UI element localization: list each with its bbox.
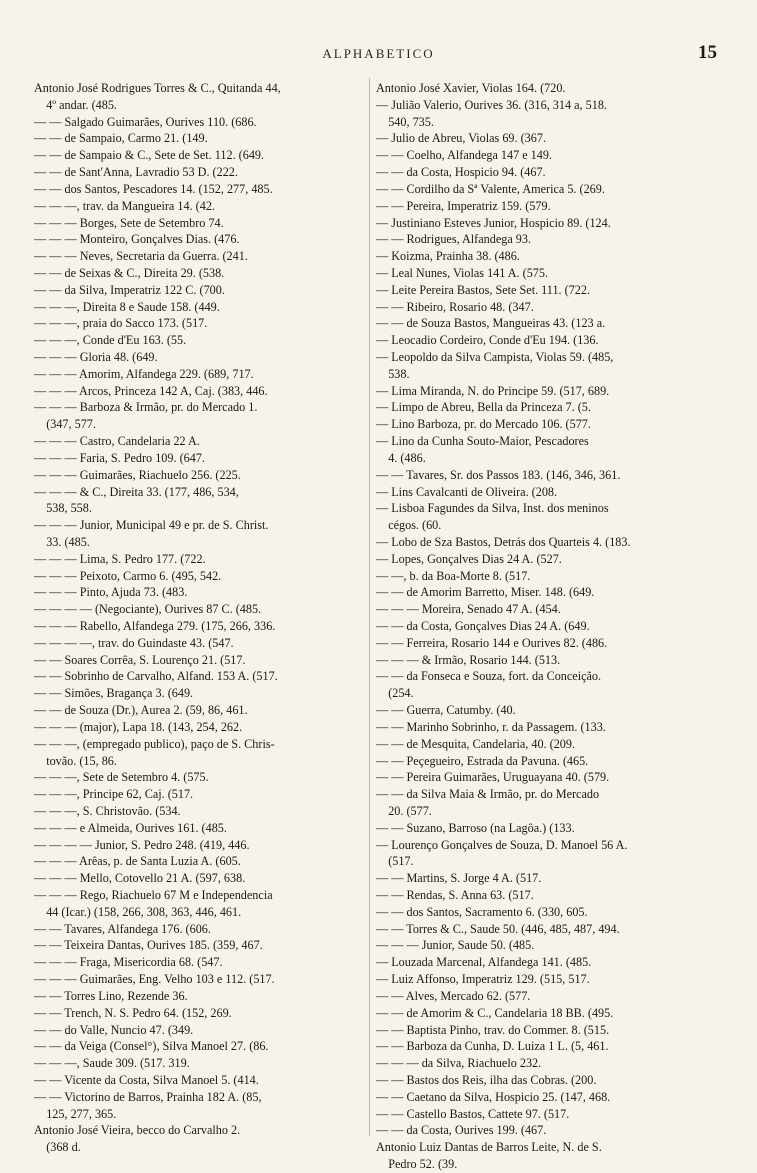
directory-entry-line: — — — — (Negociante), Ourives 87 C. (485.	[34, 602, 262, 617]
directory-entry-line: — — de Souza (Dr.), Aurea 2. (59, 86, 461.	[34, 703, 248, 718]
directory-entry-line: — — — Junior, Municipal 49 e pr. de S. Christ.	[34, 518, 269, 533]
directory-entry-line: — — — Guimarães, Eng. Velho 103 e 112. (517.	[34, 972, 275, 987]
directory-entry-line: — — — & Irmão, Rosario 144. (513.	[376, 652, 561, 667]
directory-entry-line: cégos. (60.	[376, 518, 442, 533]
directory-entry-line: — — Torres Lino, Rezende 36.	[34, 988, 188, 1003]
directory-entry-line: — — — Castro, Candelaria 22 A.	[34, 434, 200, 449]
directory-entry-line: — Julio de Abreu, Violas 69. (367.	[376, 131, 546, 146]
directory-entry-line: — Lins Cavalcanti de Oliveira. (208.	[376, 484, 558, 499]
directory-entry-line: — — — Rabello, Alfandega 279. (175, 266, 336.	[34, 619, 276, 633]
directory-entry-line: — — — Amorim, Alfandega 229. (689, 717.	[34, 366, 254, 381]
directory-entry-line: — Lourenço Gonçalves de Souza, D. Manoel 56 A.	[376, 837, 628, 852]
directory-entry-line: 20. (577.	[376, 803, 432, 818]
directory-entry-line: — — —, S. Christovão. (534.	[34, 803, 181, 818]
directory-entry-line: — Justiniano Esteves Junior, Hospicio 89. (124.	[376, 215, 611, 230]
directory-entry-line: — — Alves, Mercado 62. (577.	[376, 988, 531, 1003]
directory-entry-line: Antonio Luiz Dantas de Barros Leite, N. de S.	[376, 1140, 602, 1155]
directory-entry-line: — — da Costa, Gonçalves Dias 24 A. (649.	[376, 619, 590, 633]
directory-entry-line: — — Pereira Guimarães, Uruguayana 40. (579.	[376, 770, 610, 785]
directory-entry-line: — — — e Almeida, Ourives 161. (485.	[34, 820, 227, 835]
directory-entry-line: — — da Veiga (Consel°), Silva Manoel 27. (86.	[34, 1039, 269, 1054]
directory-entry-line: — — — Mello, Cotovello 21 A. (597, 638.	[34, 871, 246, 886]
directory-entry-line: — — Pereira, Imperatriz 159. (579.	[376, 198, 551, 213]
column-divider	[369, 78, 370, 1136]
directory-entry-line: — — de Sampaio, Carmo 21. (149.	[34, 131, 208, 146]
directory-entry-line: — — de Amorim & C., Candelaria 18 BB. (495.	[376, 1005, 614, 1020]
directory-entry-line: — — de Mesquita, Candelaria, 40. (209.	[376, 736, 576, 751]
directory-entry-line: — — Peçegueiro, Estrada da Pavuna. (465.	[376, 753, 589, 768]
directory-entry-line: — — — Arêas, p. de Santa Luzia A. (605.	[34, 854, 241, 869]
directory-entry-line: — — Tavares, Alfandega 176. (606.	[34, 921, 211, 936]
directory-entry-line: — — — — Junior, S. Pedro 248. (419, 446.	[34, 837, 250, 852]
directory-entry-line: 125, 277, 365.	[34, 1106, 117, 1121]
directory-entry-line: — — Marinho Sobrinho, r. da Passagem. (133.	[376, 719, 606, 734]
directory-entry-line: — — — Junior, Saude 50. (485.	[376, 938, 535, 953]
directory-entry-line: — Lino da Cunha Souto-Maior, Pescadores	[376, 434, 589, 449]
directory-entry-line: — — Caetano da Silva, Hospicio 25. (147, 468.	[376, 1089, 611, 1104]
directory-entry-line: — — —, (empregado publico), paço de S. Chris-	[34, 736, 275, 751]
directory-entry-line: — — Barboza da Cunha, D. Luiza 1 L. (5, 461.	[376, 1039, 609, 1054]
directory-entry-line: — — Torres & C., Saude 50. (446, 485, 487, 494.	[376, 921, 620, 936]
directory-entry-line: — — — Borges, Sete de Setembro 74.	[34, 215, 224, 230]
directory-entry-line: Antonio José Vieira, becco do Carvalho 2.	[34, 1123, 241, 1138]
directory-entry-line: — — Baptista Pinho, trav. do Commer. 8. (515.	[376, 1022, 610, 1037]
directory-entry-line: — — da Costa, Hospicio 94. (467.	[376, 165, 546, 180]
directory-entry-line: — — — Barboza & Irmão, pr. do Mercado 1.	[34, 400, 258, 415]
directory-entry-line: — — Cordilho da Sª Valente, America 5. (269.	[376, 181, 605, 196]
directory-entry-line: — — Vicente da Costa, Silva Manoel 5. (414.	[34, 1072, 259, 1087]
directory-entry-line: — — —, Direita 8 e Saude 158. (449.	[34, 299, 220, 314]
directory-entry-line: — — Tavares, Sr. dos Passos 183. (146, 346, 361.	[376, 467, 621, 482]
directory-entry-line: — — da Fonseca e Souza, fort. da Conceição.	[376, 669, 602, 684]
directory-entry-line: — — Rendas, S. Anna 63. (517.	[376, 888, 534, 902]
directory-entry-line: — — dos Santos, Sacramento 6. (330, 605.	[376, 904, 588, 919]
directory-entry-line: 33. (485.	[34, 534, 90, 549]
left-column	[34, 80, 364, 1156]
directory-entry-line: — — — Gloria 48. (649.	[34, 350, 158, 364]
directory-entry-line: 4. (486.	[376, 450, 426, 465]
directory-entry-line: — — — Rego, Riachuelo 67 M e Independencia	[34, 888, 273, 902]
directory-entry-line: — — Castello Bastos, Cattete 97. (517.	[376, 1106, 570, 1121]
directory-entry-line: — — Martins, S. Jorge 4 A. (517.	[376, 871, 542, 886]
directory-entry-line: — — Rodrigues, Alfandega 93.	[376, 232, 532, 247]
directory-entry-line: — Lobo de Sza Bastos, Detrás dos Quarteis 4. (183.	[376, 534, 631, 549]
directory-entry-line: — — —, trav. da Mangueira 14. (42.	[34, 198, 215, 213]
page-header	[0, 42, 757, 66]
directory-entry-line: — — —, Principe 62, Caj. (517.	[34, 787, 194, 802]
running-title: ALPHABETICO	[322, 46, 435, 61]
directory-entry-line: — — Teixeira Dantas, Ourives 185. (359, 467.	[34, 938, 263, 953]
directory-entry-line: — — — da Silva, Riachuelo 232.	[376, 1056, 542, 1071]
directory-entry-line: — Leal Nunes, Violas 141 A. (575.	[376, 265, 549, 280]
directory-entry-line: — — Trench, N. S. Pedro 64. (152, 269.	[34, 1005, 232, 1020]
directory-entry-line: (347, 577.	[34, 417, 96, 432]
directory-entry-line: — — — Lima, S. Pedro 177. (722.	[34, 551, 206, 566]
directory-entry-line: — — Ferreira, Rosario 144 e Ourives 82. (486.	[376, 635, 608, 650]
directory-entry-line: — — Sobrinho de Carvalho, Alfand. 153 A. (517.	[34, 669, 278, 684]
directory-entry-line: — —, b. da Boa-Morte 8. (517.	[376, 568, 531, 583]
directory-entry-line: — — Coelho, Alfandega 147 e 149.	[376, 148, 553, 163]
directory-entry-line: — Leocadio Cordeiro, Conde d'Eu 194. (136.	[376, 333, 599, 348]
directory-entry-line: — Koizma, Prainha 38. (486.	[376, 249, 520, 264]
directory-entry-line: Antonio José Rodrigues Torres & C., Quitanda 44,	[34, 81, 281, 95]
directory-entry-line: — — —, Saude 309. (517. 319.	[34, 1056, 190, 1071]
directory-entry-line: — — Victorino de Barros, Prainha 182 A. (85,	[34, 1089, 262, 1104]
directory-entry-line: — — Soares Corrêa, S. Lourenço 21. (517.	[34, 652, 246, 667]
directory-entry-line: — — — Guimarães, Riachuelo 256. (225.	[34, 467, 241, 482]
directory-entry-line: — — de Sampaio & C., Sete de Set. 112. (649.	[34, 148, 265, 163]
directory-entry-line: — — de Seixas & C., Direita 29. (538.	[34, 265, 225, 280]
directory-entry-line: — — Simões, Bragança 3. (649.	[34, 686, 194, 701]
directory-entry-line: — Lisboa Fagundes da Silva, Inst. dos meninos	[376, 501, 609, 516]
directory-entry-line: (368 d.	[34, 1140, 81, 1155]
directory-entry-line: — — de Sant'Anna, Lavradio 53 D. (222.	[34, 165, 238, 180]
directory-entry-line: — — Salgado Guimarães, Ourives 110. (686.	[34, 114, 257, 129]
directory-entry-line: — — —, Sete de Setembro 4. (575.	[34, 770, 209, 785]
directory-entry-line: — — — Fraga, Misericordia 68. (547.	[34, 955, 223, 970]
directory-entry-line: 4º andar. (485.	[34, 97, 117, 112]
directory-entry-line: — Lino Barboza, pr. do Mercado 106. (577.	[376, 417, 591, 432]
directory-entry-line: — Louzada Marcenal, Alfandega 141. (485.	[376, 955, 592, 970]
directory-entry-line: — Limpo de Abreu, Bella da Princeza 7. (5.	[376, 400, 591, 415]
directory-entry-line: — — —, Conde d'Eu 163. (55.	[34, 333, 187, 348]
directory-entry-line: — Julião Valerio, Ourives 36. (316, 314 a, 518.	[376, 97, 607, 112]
directory-entry-line: — — — (major), Lapa 18. (143, 254, 262.	[34, 719, 243, 734]
directory-entry-line: — — — Moreira, Senado 47 A. (454.	[376, 602, 561, 617]
directory-entry-line: — — Suzano, Barroso (na Lagôa.) (133.	[376, 820, 575, 835]
directory-entry-line: — — — Neves, Secretaria da Guerra. (241.	[34, 249, 248, 264]
directory-entry-line: (254.	[376, 686, 414, 701]
directory-entry-line: — — Ribeiro, Rosario 48. (347.	[376, 299, 534, 314]
directory-entry-line: Pedro 52. (39.	[376, 1157, 458, 1171]
directory-entry-line: — Luiz Affonso, Imperatriz 129. (515, 517.	[376, 972, 590, 987]
page-number: 15	[698, 42, 717, 63]
directory-entry-line: Antonio José Xavier, Violas 164. (720.	[376, 81, 566, 95]
right-column	[376, 80, 706, 1173]
directory-entry-line: — — — —, trav. do Guindaste 43. (547.	[34, 635, 234, 650]
directory-entry-line: tovão. (15, 86.	[34, 753, 117, 768]
directory-entry-line: — — de Souza Bastos, Mangueiras 43. (123 a.	[376, 316, 606, 331]
directory-entry-line: — — Guerra, Catumby. (40.	[376, 703, 516, 718]
directory-entry-line: 538.	[376, 366, 410, 381]
directory-entry-line: — — Bastos dos Reis, ilha das Cobras. (200.	[376, 1072, 597, 1087]
directory-entry-line: — — — Peixoto, Carmo 6. (495, 542.	[34, 568, 222, 583]
directory-entry-line: — — de Amorim Barretto, Miser. 148. (649.	[376, 585, 595, 600]
directory-entry-line: — — da Costa, Ourives 199. (467.	[376, 1123, 547, 1138]
directory-entry-line: — — — Monteiro, Gonçalves Dias. (476.	[34, 232, 240, 247]
directory-entry-line: 540, 735.	[376, 114, 434, 129]
directory-entry-line: — — —, praia do Sacco 173. (517.	[34, 316, 208, 331]
directory-entry-line: — — da Silva, Imperatriz 122 C. (700.	[34, 282, 225, 297]
directory-entry-line: (517.	[376, 854, 414, 869]
directory-entry-line: — — — Faria, S. Pedro 109. (647.	[34, 450, 205, 465]
directory-entry-line: 538, 558.	[34, 501, 92, 516]
directory-entry-line: — — da Silva Maia & Irmão, pr. do Mercado	[376, 787, 600, 802]
directory-entry-line: — Leite Pereira Bastos, Sete Set. 111. (722.	[376, 282, 591, 297]
directory-entry-line: — — dos Santos, Pescadores 14. (152, 277, 485.	[34, 181, 273, 196]
directory-entry-line: — — do Valle, Nuncio 47. (349.	[34, 1022, 194, 1037]
directory-entry-line: — — — Arcos, Princeza 142 A, Caj. (383, 446.	[34, 383, 268, 398]
directory-entry-line: — Lima Miranda, N. do Principe 59. (517, 689.	[376, 383, 610, 398]
directory-entry-line: — — — & C., Direita 33. (177, 486, 534,	[34, 484, 239, 499]
directory-entry-line: 44 (Icar.) (158, 266, 308, 363, 446, 461.	[34, 904, 242, 919]
directory-entry-line: — — — Pinto, Ajuda 73. (483.	[34, 585, 188, 600]
directory-entry-line: — Leopoldo da Silva Campista, Violas 59. (485,	[376, 350, 614, 364]
directory-entry-line: — Lopes, Gonçalves Dias 24 A. (527.	[376, 551, 562, 566]
